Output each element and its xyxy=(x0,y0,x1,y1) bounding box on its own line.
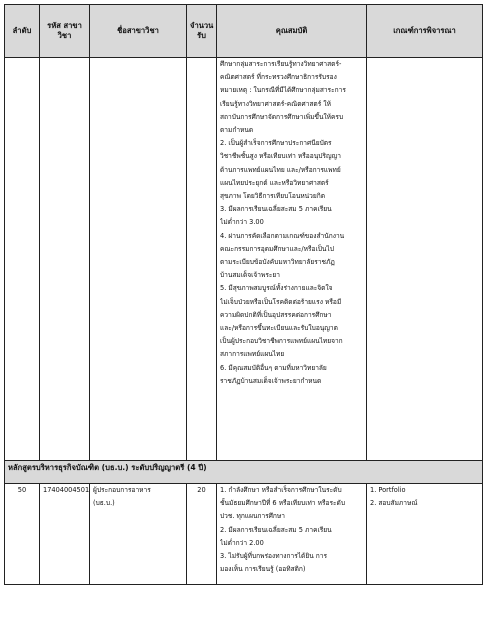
qualification-line: มองเห็น การเรียนรู้ (ออทิสติก) xyxy=(220,565,306,574)
qualification-line: เรียนรู้ทางวิทยาศาสตร์-คณิตศาสตร์ ให้ xyxy=(220,99,331,108)
qualification-line: วิชาชีพชั้นสูง หรือเทียบเท่า หรืออนุปริญญา xyxy=(220,152,341,161)
cell-order: 50 xyxy=(5,484,40,585)
qualification-line: ไม่ต่ำกว่า 3.00 xyxy=(220,218,264,227)
qualification-line: สถาบันการศึกษาจัดการศึกษาเพิ่มขึ้นให้ครบ xyxy=(220,112,344,121)
qualification-line: 3. มีผลการเรียนเฉลี่ยสะสม 5 ภาคเรียน xyxy=(220,205,332,214)
header-quota: จำนวน รับ xyxy=(187,5,217,58)
cell-quota-empty xyxy=(187,58,217,461)
qualification-line: 6. มีคุณสมบัติอื่นๆ ตามที่มหาวิทยาลัย xyxy=(220,363,327,372)
cell-quota: 20 xyxy=(187,484,217,585)
qualification-line: เป็นผู้ประกอบวิชาชีพการแพทย์แผนไทยจาก xyxy=(220,337,343,346)
qualification-line: 4. ผ่านการคัดเลือกตามเกณฑ์ของสำนักงาน xyxy=(220,231,345,240)
header-criteria: เกณฑ์การพิจารณา xyxy=(367,5,483,58)
cell-qualifications xyxy=(217,484,367,585)
qualification-line: 2. มีผลการเรียนเฉลี่ยสะสม 5 ภาคเรียน xyxy=(220,525,332,534)
cell-qualifications-continued xyxy=(217,58,367,461)
header-qualifications: คุณสมบัติ xyxy=(217,5,367,58)
qualification-line: ราชภัฏบ้านสมเด็จเจ้าพระยากำหนด xyxy=(220,376,322,385)
cell-criteria xyxy=(367,484,483,585)
header-row xyxy=(5,5,483,58)
qualification-line: ศึกษากลุ่มสาระการเรียนรู้ทางวิทยาศาสตร์- xyxy=(220,60,342,68)
table-row xyxy=(5,484,483,585)
criteria-item: 1. Portfolio xyxy=(370,486,406,494)
degree-abbr: (บธ.บ.) xyxy=(93,499,115,508)
admission-table xyxy=(4,4,483,585)
program-heading-row xyxy=(5,461,483,484)
qualification-line: ปวช. ทุกแผนการศึกษา xyxy=(220,512,285,521)
qualification-line: ความผิดปกติที่เป็นอุปสรรคต่อการศึกษา xyxy=(220,310,332,319)
qualification-line: สภาการแพทย์แผนไทย xyxy=(220,350,285,359)
header-major: ชื่อสาขาวิชา xyxy=(90,5,187,58)
cell-criteria-empty xyxy=(367,58,483,461)
qualification-line: สุขภาพ โดยวิธีการเทียบโอนหน่วยกิต xyxy=(220,192,326,201)
header-order: ลำดับ xyxy=(5,5,40,58)
qualification-line: ไม่ต่ำกว่า 2.00 xyxy=(220,538,264,547)
qualification-line: 1. กำลังศึกษา หรือสำเร็จการศึกษาในระดับ xyxy=(220,486,342,494)
qualification-line: คณะกรรมการอุดมศึกษาและ/หรือเป็นไป xyxy=(220,244,334,253)
qualification-line: 3. ไม่รับผู้ที่บกพร่องทางการได้ยิน การ xyxy=(220,552,328,561)
qualification-line: 5. มีสุขภาพสมบูรณ์ทั้งร่างกายและจิตใจ xyxy=(220,284,333,293)
program-heading: หลักสูตรบริหารธุรกิจบัณฑิต (บธ.บ.) ระดับปริญญาตรี (4 ปี) xyxy=(5,461,483,484)
cell-code: 17404004501 xyxy=(40,484,90,585)
major-name: ผู้ประกอบการอาหาร xyxy=(93,486,151,494)
qualification-line: บ้านสมเด็จเจ้าพระยา xyxy=(220,271,280,280)
qualification-line: ชั้นมัธยมศึกษาปีที่ 6 หรือเทียบเท่า หรือระดับ xyxy=(220,499,346,508)
qualification-line: ด้านการแพทย์แผนไทย และ/หรือการแพทย์ xyxy=(220,165,341,174)
qualification-line: ไม่เจ็บป่วยหรือเป็นโรคติดต่อร้ายแรง หรือมี xyxy=(220,297,342,306)
qualification-line: ตามกำหนด xyxy=(220,126,254,135)
qualification-line: 2. เป็นผู้สำเร็จการศึกษาประกาศนียบัตร xyxy=(220,139,332,148)
cell-major xyxy=(90,484,187,585)
qualification-line: และ/หรือการขึ้นทะเบียนและรับใบอนุญาต xyxy=(220,324,338,333)
qualification-line: แผนไทยประยุกต์ และหรือวิทยาศาสตร์ xyxy=(220,178,329,187)
qualification-line: คณิตศาสตร์ ที่กระทรวงศึกษาธิการรับรอง xyxy=(220,73,337,82)
criteria-item: 2. สอบสัมภาษณ์ xyxy=(370,499,418,508)
qualification-line: ตามระเบียบข้อบังคับมหาวิทยาลัยราชภัฏ xyxy=(220,258,335,267)
table-row-continued xyxy=(5,58,483,461)
cell-code-empty xyxy=(40,58,90,461)
qualification-line: หมายเหตุ : ในกรณีที่มีได้ศึกษากลุ่มสาระการ xyxy=(220,86,346,95)
header-code: รหัส สาขาวิชา xyxy=(40,5,90,58)
cell-major-empty xyxy=(90,58,187,461)
cell-order-empty xyxy=(5,58,40,461)
